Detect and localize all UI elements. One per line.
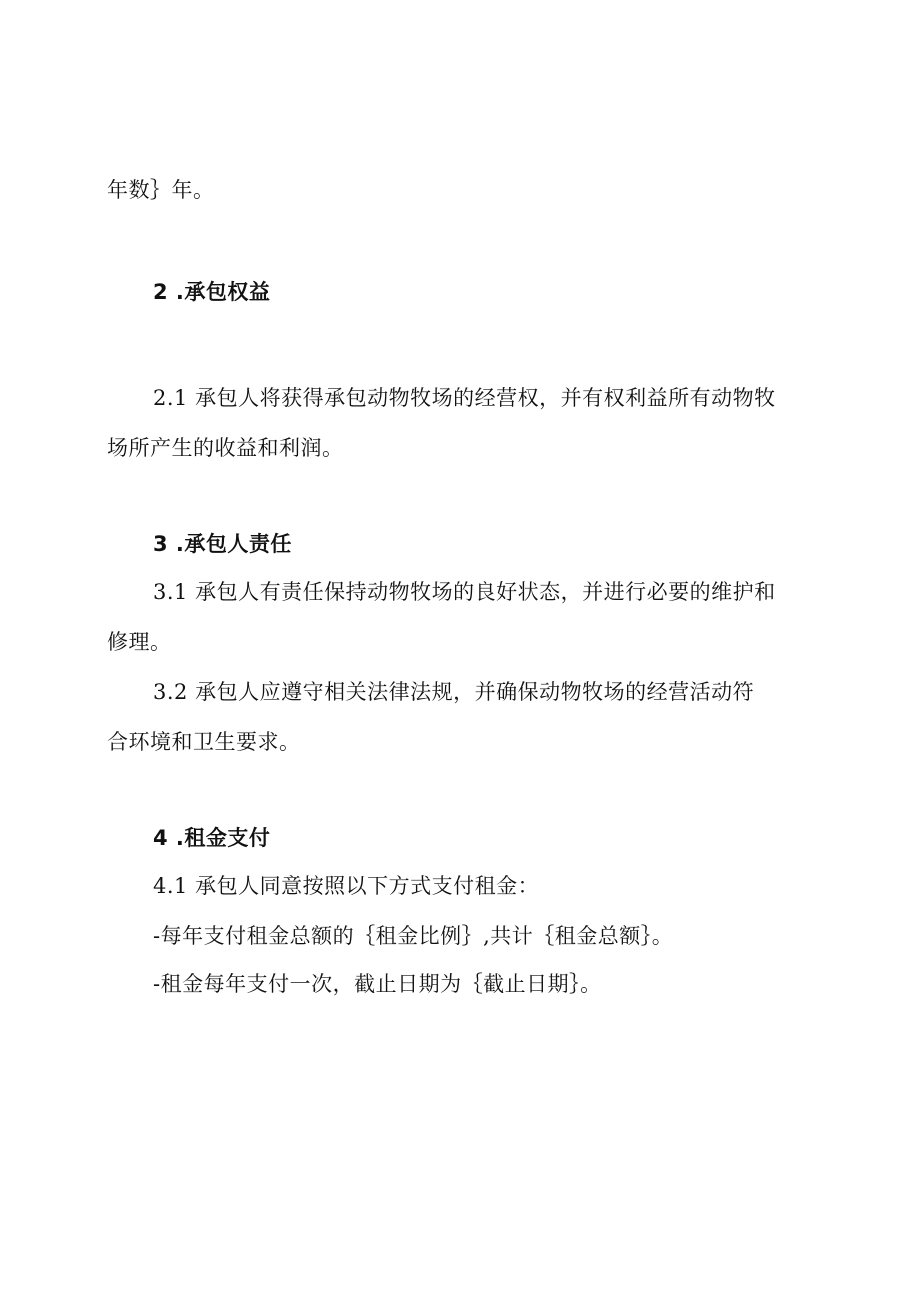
section-heading-3: 3 .承包人责任: [153, 532, 292, 556]
section-heading-2: 2 .承包权益: [153, 280, 271, 304]
clause-2-1-line-1: 2.1 承包人将获得承包动物牧场的经营权，并有权利益所有动物牧: [153, 386, 776, 410]
clause-4-1-line-1: 4.1 承包人同意按照以下方式支付租金：: [153, 874, 540, 898]
clause-3-2-line-2: 合环境和卫生要求。: [107, 730, 301, 754]
payment-item-2: -租金每年支付一次，截止日期为｛截止日期｝。: [153, 972, 602, 996]
clause-3-2-line-1: 3.2 承包人应遵守相关法律法规，并确保动物牧场的经营活动符: [153, 680, 755, 704]
clause-2-1-line-2: 场所产生的收益和利润。: [107, 436, 344, 460]
clause-3-1-line-2: 修理。: [107, 630, 172, 654]
payment-item-1: -每年支付租金总额的｛租金比例｝,共计｛租金总额｝。: [153, 924, 674, 948]
section-heading-4: 4 .租金支付: [153, 826, 271, 850]
continuation-line: 年数｝年。: [107, 178, 215, 202]
clause-3-1-line-1: 3.1 承包人有责任保持动物牧场的良好状态，并进行必要的维护和: [153, 580, 776, 604]
